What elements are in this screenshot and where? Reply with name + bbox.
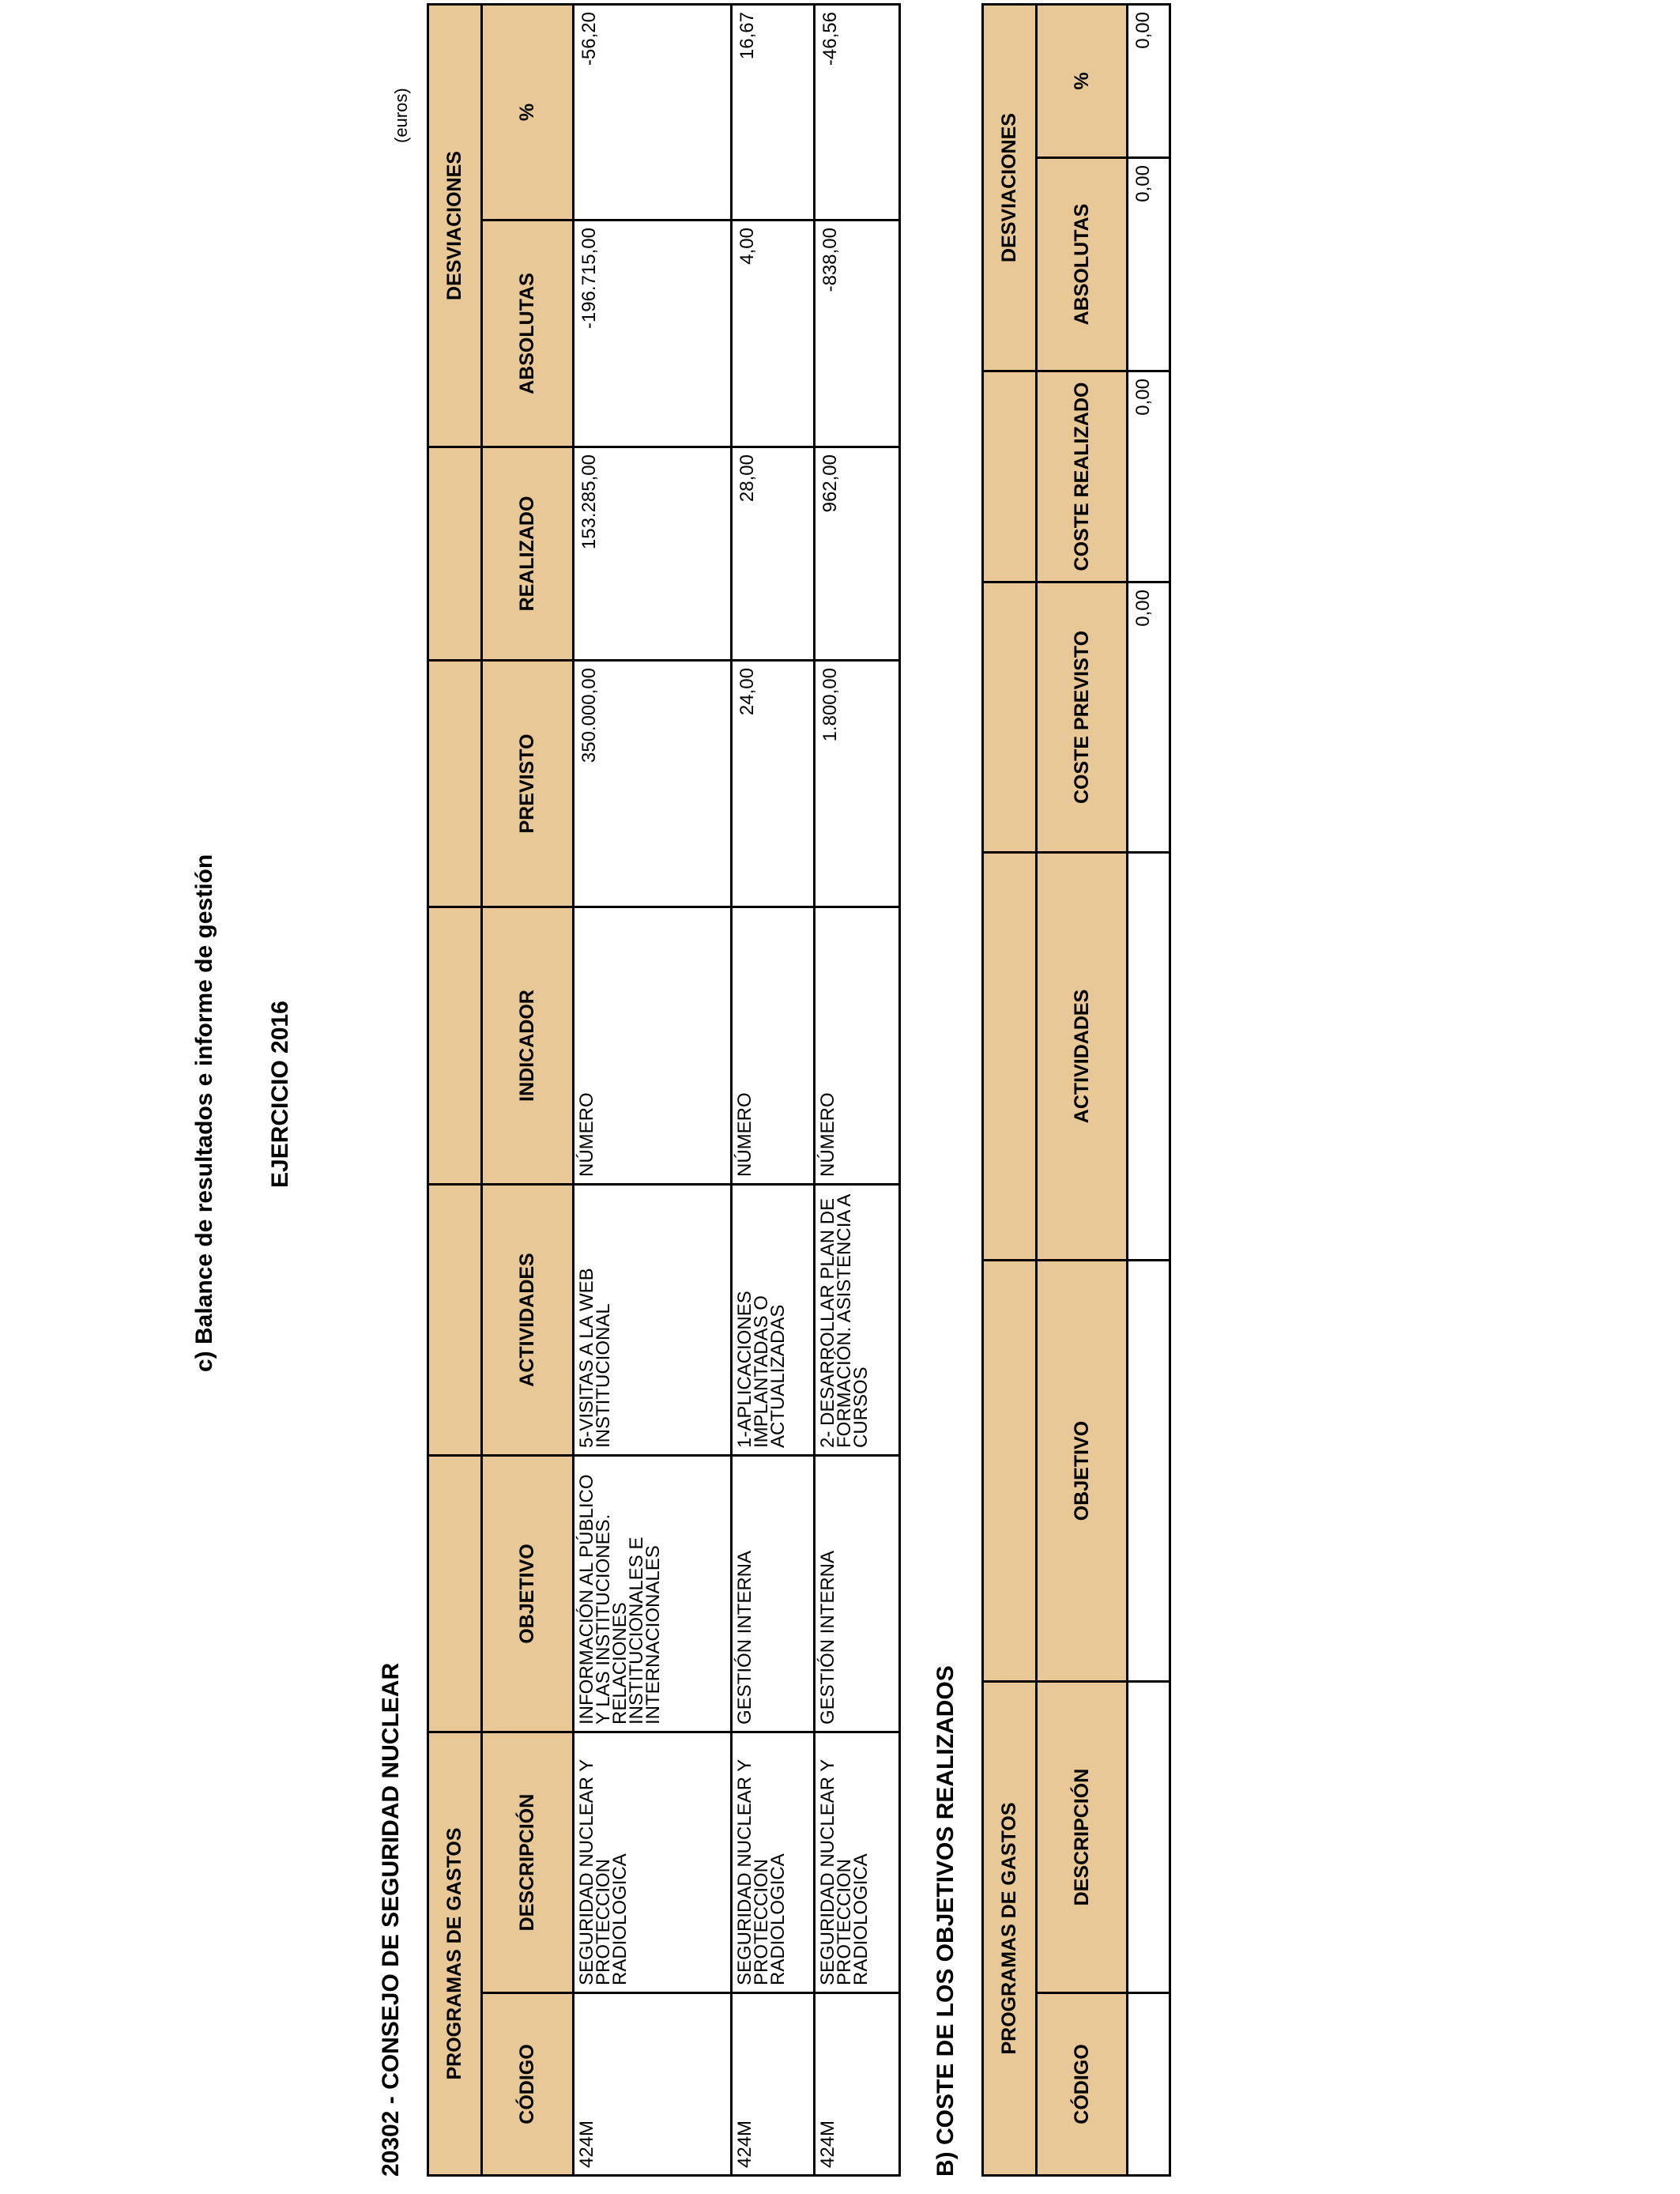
group-blank-objetivo: [983, 1261, 1037, 1682]
header-absolutas: ABSOLUTAS: [1037, 158, 1128, 371]
header-pct: %: [1037, 5, 1128, 158]
cell-actividades: 2- DESARROLLAR PLAN DE FORMACIÓN. ASISTENCIA A CURSOS: [815, 1185, 900, 1456]
cell-absolutas: -196.715,00: [574, 221, 732, 447]
cell-previsto: 350.000,00: [574, 661, 732, 907]
header-objetivo: OBJETIVO: [1037, 1261, 1128, 1682]
group-blank-actividades: [428, 1185, 482, 1456]
cell-indicador: NÚMERO: [732, 907, 815, 1185]
header-indicador: INDICADOR: [482, 907, 574, 1185]
group-blank-coste-realizado: [983, 371, 1037, 582]
header-objetivo: OBJETIVO: [482, 1456, 574, 1732]
cell-descripcion: SEGURIDAD NUCLEAR Y PROTECCION RADIOLOGICA: [574, 1732, 732, 1993]
header-coste-previsto: COSTE PREVISTO: [1037, 582, 1128, 853]
cell-codigo: 424M: [574, 1993, 732, 2176]
cell-codigo: 424M: [732, 1993, 815, 2176]
cell-previsto: 24,00: [732, 661, 815, 907]
group-programas-gastos: PROGRAMAS DE GASTOS: [983, 1682, 1037, 2176]
cell-objetivo: GESTIÓN INTERNA: [815, 1456, 900, 1732]
cell-realizado: 962,00: [815, 447, 900, 661]
table-row: [1128, 5, 1170, 2176]
cell-coste-previsto: 0,00: [1128, 582, 1170, 853]
costs-section-title: B) COSTE DE LOS OBJETIVOS REALIZADOS: [932, 1665, 959, 2177]
cell-descripcion: SEGURIDAD NUCLEAR Y PROTECCION RADIOLOGICA: [815, 1732, 900, 1993]
table-row: [574, 5, 732, 2176]
cell-pct: 0,00: [1128, 5, 1170, 158]
cell-codigo: 424M: [815, 1993, 900, 2176]
cell-actividades: 1-APLICACIONES IMPLANTADAS O ACTUALIZADAS: [732, 1185, 815, 1456]
cell-absolutas: -838,00: [815, 221, 900, 447]
header-actividades: ACTIVIDADES: [1037, 853, 1128, 1261]
results-table: [427, 3, 901, 2177]
group-programas-gastos: PROGRAMAS DE GASTOS: [428, 1732, 482, 2176]
group-blank-actividades: [983, 853, 1037, 1261]
section-title: c) Balance de resultados e informe de gestión: [191, 854, 217, 1372]
header-pct: %: [482, 5, 574, 221]
cell-objetivo: GESTIÓN INTERNA: [732, 1456, 815, 1732]
cell-objetivo: INFORMACIÓN AL PÚBLICO Y LAS INSTITUCIONES. RELACIONES INSTITUCIONALES E INTERNACIONALES: [574, 1456, 732, 1732]
cell-actividades: [1128, 853, 1170, 1261]
cell-absolutas: 0,00: [1128, 158, 1170, 371]
cell-realizado: 28,00: [732, 447, 815, 661]
cell-objetivo: [1128, 1261, 1170, 1682]
group-blank-realizado: [428, 447, 482, 661]
costs-table: [981, 3, 1171, 2177]
header-descripcion: DESCRIPCIÓN: [1037, 1682, 1128, 1993]
header-absolutas: ABSOLUTAS: [482, 221, 574, 447]
cell-codigo: [1128, 1993, 1170, 2176]
currency-note: (euros): [391, 88, 411, 143]
header-realizado: REALIZADO: [482, 447, 574, 661]
table-row: [732, 5, 815, 2176]
cell-pct: 16,67: [732, 5, 815, 221]
cell-pct: -46,56: [815, 5, 900, 221]
group-blank-coste-previsto: [983, 582, 1037, 853]
entity-title: 20302 - CONSEJO DE SEGURIDAD NUCLEAR: [378, 1662, 404, 2177]
group-desviaciones: DESVIACIONES: [428, 5, 482, 447]
cell-indicador: NÚMERO: [574, 907, 732, 1185]
group-blank-indicador: [428, 907, 482, 1185]
cell-indicador: NÚMERO: [815, 907, 900, 1185]
group-blank-objetivo: [428, 1456, 482, 1732]
header-codigo: CÓDIGO: [482, 1993, 574, 2176]
cell-realizado: 153.285,00: [574, 447, 732, 661]
group-desviaciones: DESVIACIONES: [983, 5, 1037, 371]
cell-previsto: 1.800,00: [815, 661, 900, 907]
header-previsto: PREVISTO: [482, 661, 574, 907]
cell-coste-realizado: 0,00: [1128, 371, 1170, 582]
cell-descripcion: SEGURIDAD NUCLEAR Y PROTECCION RADIOLOGICA: [732, 1732, 815, 1993]
year-title: EJERCICIO 2016: [267, 1001, 293, 1188]
group-blank-previsto: [428, 661, 482, 907]
header-actividades: ACTIVIDADES: [482, 1185, 574, 1456]
cell-absolutas: 4,00: [732, 221, 815, 447]
cell-actividades: 5-VISITAS A LA WEB INSTITUCIONAL: [574, 1185, 732, 1456]
cell-pct: -56,20: [574, 5, 732, 221]
header-coste-realizado: COSTE REALIZADO: [1037, 371, 1128, 582]
table-row: [815, 5, 900, 2176]
header-descripcion: DESCRIPCIÓN: [482, 1732, 574, 1993]
cell-descripcion: [1128, 1682, 1170, 1993]
header-codigo: CÓDIGO: [1037, 1993, 1128, 2176]
